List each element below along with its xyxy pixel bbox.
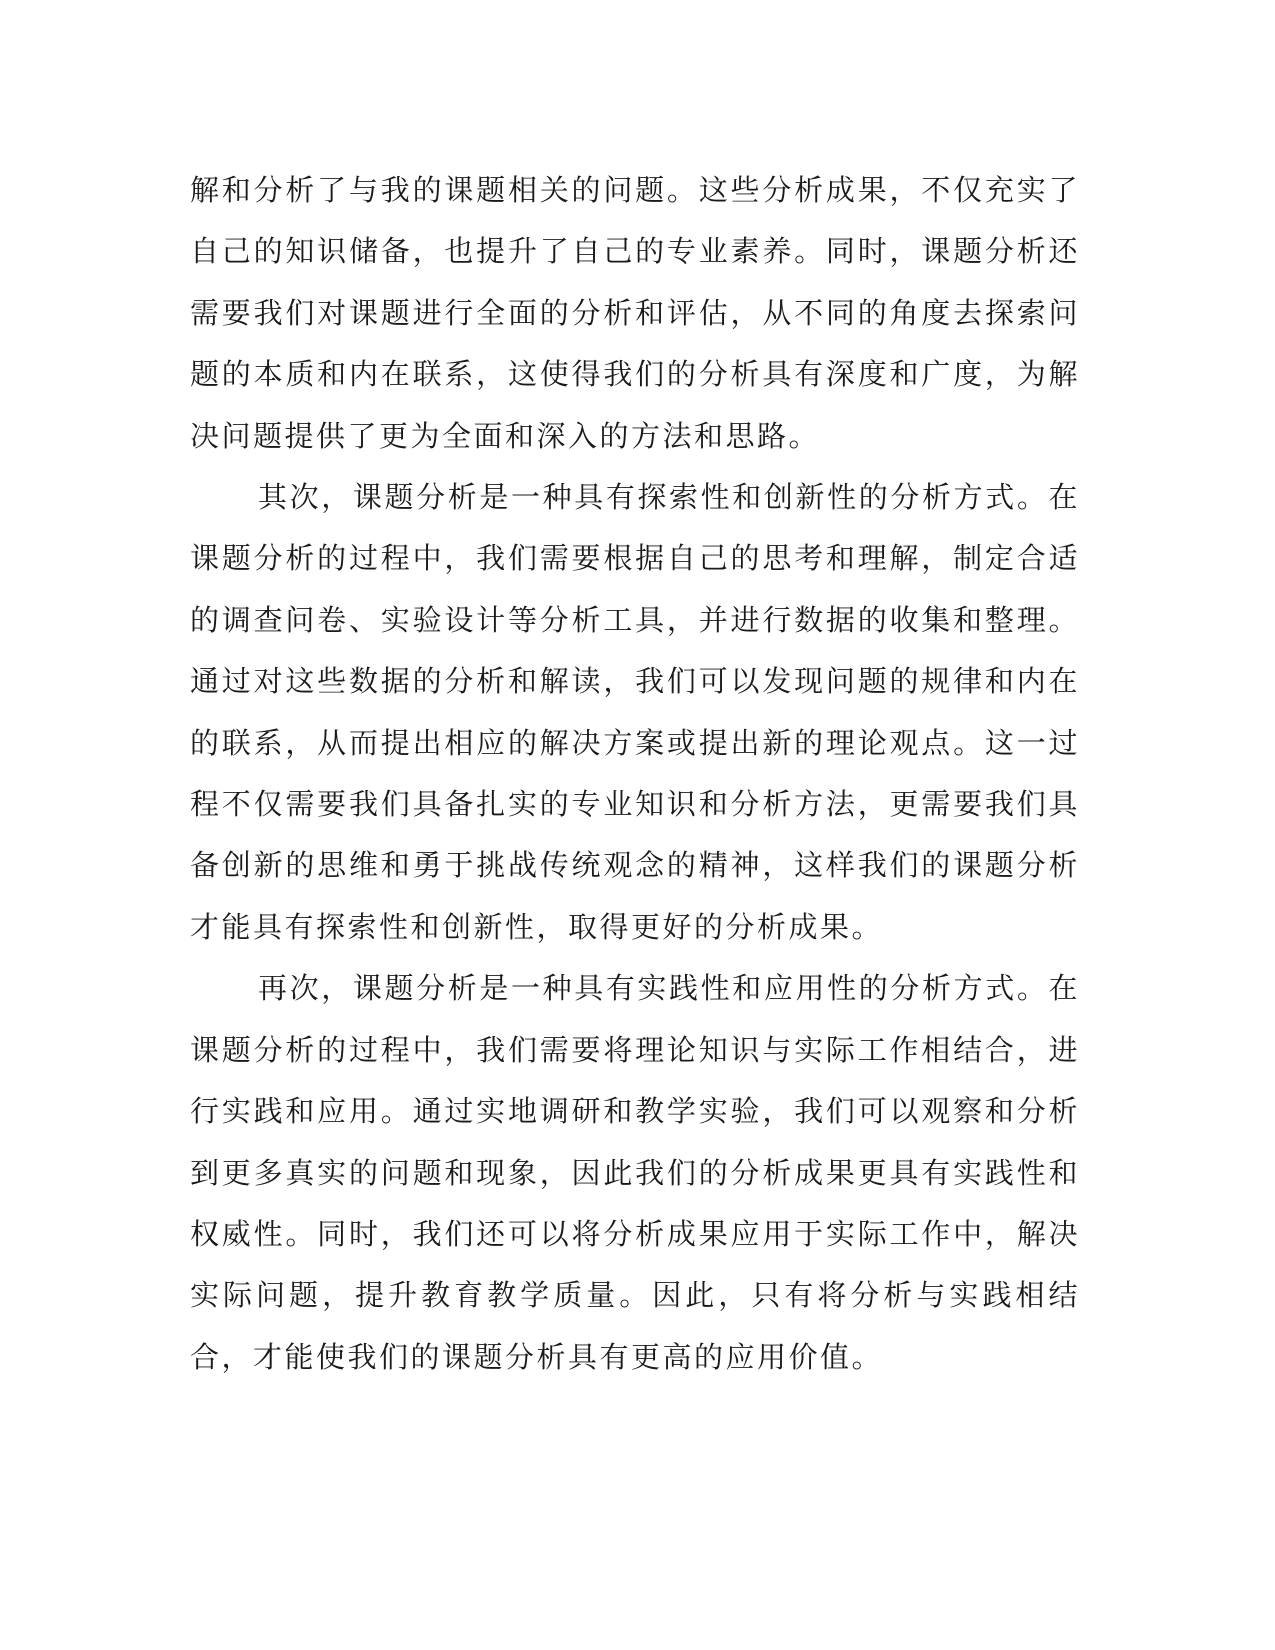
paragraph-continued: 解和分析了与我的课题相关的问题。这些分析成果，不仅充实了自己的知识储备，也提升了自己的专业素养。同时，课题分析还需要我们对课题进行全面的分析和评估，从不同的角度去探索问题的本质和内在联系，这使得我们的分析具有深度和广度，为解决问题提供了更为全面和深入的方法和思路。: [190, 173, 1080, 453]
paragraph-secondly: 其次，课题分析是一种具有探索性和创新性的分析方式。在课题分析的过程中，我们需要根据自己的思考和理解，制定合适的调查问卷、实验设计等分析工具，并进行数据的收集和整理。通过对这些数据的分析和解读，我们可以发现问题的规律和内在的联系，从而提出相应的解决方案或提出新的理论观点。这一过程不仅需要我们具备扎实的专业知识和分析方法，更需要我们具备创新的思维和勇于挑战传统观念的精神，这样我们的课题分析才能具有探索性和创新性，取得更好的分析成果。: [190, 480, 1080, 944]
paragraph-thirdly: 再次，课题分析是一种具有实践性和应用性的分析方式。在课题分析的过程中，我们需要将理论知识与实际工作相结合，进行实践和应用。通过实地调研和教学实验，我们可以观察和分析到更多真实的问题和现象，因此我们的分析成果更具有实践性和权威性。同时，我们还可以将分析成果应用于实际工作中，解决实际问题，提升教育教学质量。因此，只有将分析与实践相结合，才能使我们的课题分析具有更高的应用价值。: [190, 971, 1080, 1374]
document-body: [190, 160, 1080, 1388]
